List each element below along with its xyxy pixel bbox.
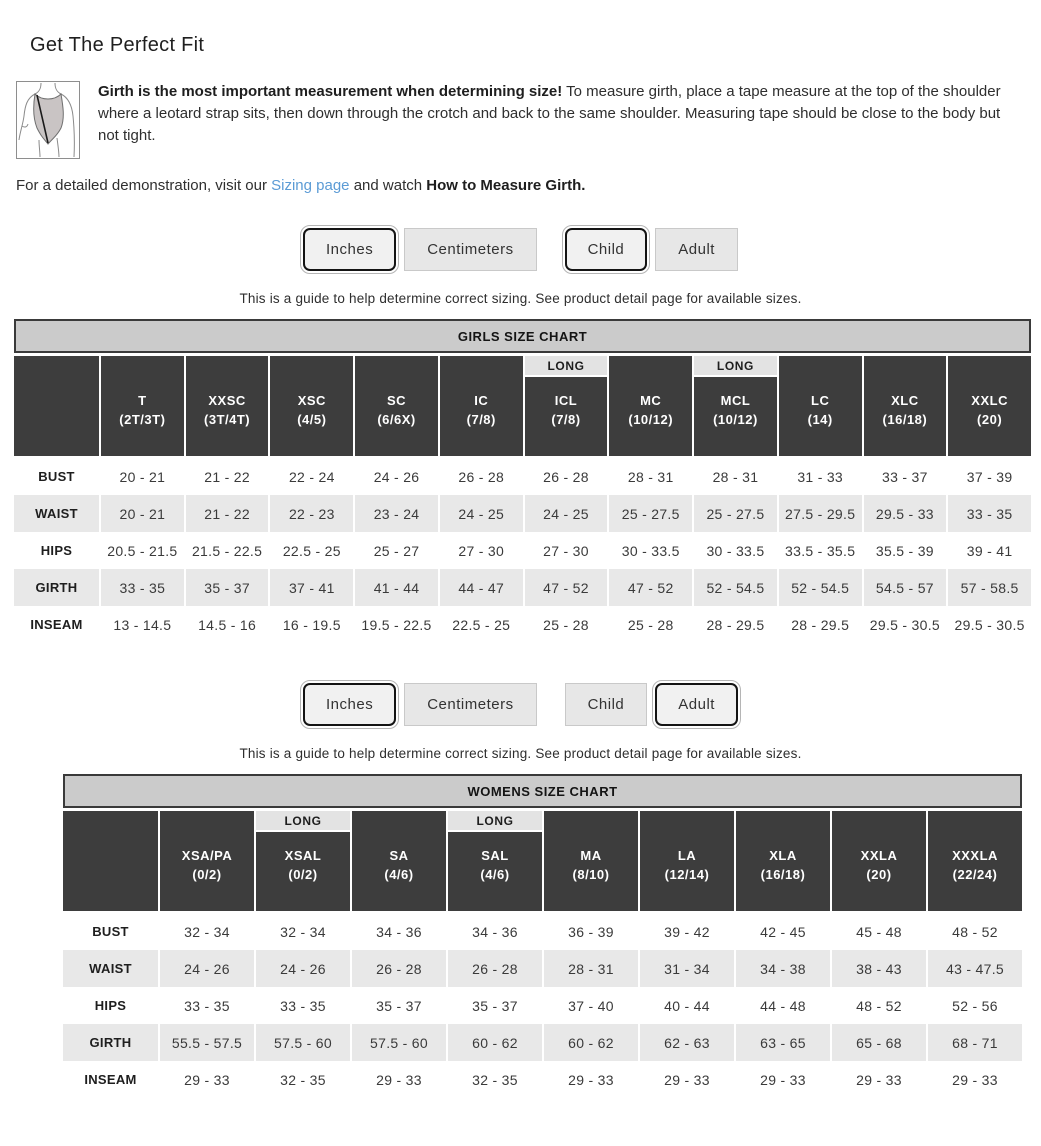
table-header-row bbox=[14, 356, 1031, 456]
size-range-cell: 62 - 63 bbox=[640, 1024, 734, 1061]
size-range-cell: 32 - 35 bbox=[448, 1061, 542, 1098]
demo-prefix: For a detailed demonstration, visit our bbox=[16, 177, 272, 194]
size-range-cell: 39 - 42 bbox=[640, 913, 734, 950]
size-range-cell: 24 - 26 bbox=[256, 950, 350, 987]
size-code-label: XSC (4/5) bbox=[297, 393, 327, 427]
size-column-header bbox=[101, 356, 184, 456]
size-column-header bbox=[525, 356, 608, 456]
table-row bbox=[14, 458, 1031, 495]
size-range-cell: 37 - 39 bbox=[948, 458, 1031, 495]
size-range-cell: 63 - 65 bbox=[736, 1024, 830, 1061]
measurement-row-label: GIRTH bbox=[14, 569, 99, 606]
size-code-label: XSAL (0/2) bbox=[284, 848, 322, 882]
womens-section bbox=[0, 683, 1041, 1098]
girth-intro bbox=[16, 81, 1025, 159]
long-strip-label: LONG bbox=[256, 811, 350, 832]
size-range-cell: 43 - 47.5 bbox=[928, 950, 1022, 987]
size-range-cell: 29 - 33 bbox=[544, 1061, 638, 1098]
table-row bbox=[14, 569, 1031, 606]
size-range-cell: 39 - 41 bbox=[948, 532, 1031, 569]
size-range-cell: 33 - 35 bbox=[160, 987, 254, 1024]
size-range-cell: 48 - 52 bbox=[832, 987, 926, 1024]
size-range-cell: 28 - 31 bbox=[544, 950, 638, 987]
size-range-cell: 34 - 36 bbox=[352, 913, 446, 950]
size-range-cell: 34 - 38 bbox=[736, 950, 830, 987]
child-button[interactable]: Child bbox=[565, 683, 648, 726]
size-range-cell: 42 - 45 bbox=[736, 913, 830, 950]
size-code-label: ICL (7/8) bbox=[551, 393, 581, 427]
size-range-cell: 24 - 26 bbox=[355, 458, 438, 495]
size-column-header bbox=[355, 356, 438, 456]
demo-line bbox=[16, 176, 1025, 196]
size-code-label: XSA/PA (0/2) bbox=[181, 848, 233, 882]
size-range-cell: 22 - 24 bbox=[270, 458, 353, 495]
size-range-cell: 25 - 27.5 bbox=[694, 495, 777, 532]
size-range-cell: 33.5 - 35.5 bbox=[779, 532, 862, 569]
size-range-cell: 25 - 28 bbox=[525, 606, 608, 643]
girth-bold-lead: Girth is the most important measurement when determining size! bbox=[98, 83, 563, 100]
size-range-cell: 25 - 27.5 bbox=[609, 495, 692, 532]
size-column-header bbox=[448, 811, 542, 911]
age-toggle-group bbox=[565, 683, 738, 726]
size-column-header bbox=[544, 811, 638, 911]
size-range-cell: 35.5 - 39 bbox=[864, 532, 947, 569]
size-range-cell: 26 - 28 bbox=[525, 458, 608, 495]
size-range-cell: 33 - 35 bbox=[256, 987, 350, 1024]
size-code-label: SA (4/6) bbox=[384, 848, 414, 882]
size-code-label: LC (14) bbox=[807, 393, 833, 427]
demo-middle: and watch bbox=[349, 177, 427, 194]
inches-button[interactable]: Inches bbox=[303, 683, 396, 726]
size-range-cell: 35 - 37 bbox=[352, 987, 446, 1024]
size-range-cell: 52 - 54.5 bbox=[694, 569, 777, 606]
size-range-cell: 28 - 31 bbox=[694, 458, 777, 495]
centimeters-button[interactable]: Centimeters bbox=[404, 228, 536, 271]
size-range-cell: 32 - 34 bbox=[160, 913, 254, 950]
size-range-cell: 26 - 28 bbox=[440, 458, 523, 495]
table-row bbox=[63, 950, 1022, 987]
measurement-row-label: HIPS bbox=[14, 532, 99, 569]
size-range-cell: 27 - 30 bbox=[440, 532, 523, 569]
measurement-row-label: INSEAM bbox=[14, 606, 99, 643]
size-range-cell: 29.5 - 33 bbox=[864, 495, 947, 532]
size-range-cell: 22.5 - 25 bbox=[270, 532, 353, 569]
size-range-cell: 24 - 25 bbox=[440, 495, 523, 532]
how-to-measure-girth-label: How to Measure Girth. bbox=[426, 177, 586, 194]
size-column-header bbox=[928, 811, 1022, 911]
size-code-label: MA (8/10) bbox=[572, 848, 610, 882]
size-range-cell: 57 - 58.5 bbox=[948, 569, 1031, 606]
girls-size-table bbox=[14, 319, 1031, 643]
size-range-cell: 29 - 33 bbox=[352, 1061, 446, 1098]
size-range-cell: 33 - 35 bbox=[101, 569, 184, 606]
size-range-cell: 60 - 62 bbox=[448, 1024, 542, 1061]
size-range-cell: 29 - 33 bbox=[736, 1061, 830, 1098]
size-column-header bbox=[640, 811, 734, 911]
measurement-row-label: BUST bbox=[63, 913, 158, 950]
girls-section bbox=[0, 228, 1041, 643]
measurement-row-label: WAIST bbox=[14, 495, 99, 532]
size-range-cell: 33 - 37 bbox=[864, 458, 947, 495]
size-range-cell: 52 - 54.5 bbox=[779, 569, 862, 606]
table-header-row bbox=[63, 811, 1022, 911]
size-column-header bbox=[864, 356, 947, 456]
table-row bbox=[63, 913, 1022, 950]
size-range-cell: 21.5 - 22.5 bbox=[186, 532, 269, 569]
adult-button[interactable]: Adult bbox=[655, 228, 738, 271]
size-range-cell: 29 - 33 bbox=[640, 1061, 734, 1098]
size-column-header bbox=[440, 356, 523, 456]
size-range-cell: 22 - 23 bbox=[270, 495, 353, 532]
size-range-cell: 21 - 22 bbox=[186, 458, 269, 495]
size-column-header bbox=[609, 356, 692, 456]
size-range-cell: 37 - 41 bbox=[270, 569, 353, 606]
size-range-cell: 19.5 - 22.5 bbox=[355, 606, 438, 643]
girth-description-text: To measure girth, place a tape measure at the top of the shoulder where a leotard strap sits, then down through the crotch and back to the same shoulder. Measuring tape should be close to the body but not tight. bbox=[98, 83, 1001, 144]
toggle-row bbox=[0, 683, 1041, 726]
size-range-cell: 33 - 35 bbox=[948, 495, 1031, 532]
size-range-cell: 47 - 52 bbox=[609, 569, 692, 606]
size-range-cell: 22.5 - 25 bbox=[440, 606, 523, 643]
size-column-header bbox=[270, 356, 353, 456]
table-row bbox=[14, 532, 1031, 569]
size-code-label: XLC (16/18) bbox=[882, 393, 928, 427]
size-range-cell: 29 - 33 bbox=[928, 1061, 1022, 1098]
size-code-label: MC (10/12) bbox=[628, 393, 674, 427]
table-body bbox=[14, 458, 1031, 643]
size-range-cell: 25 - 27 bbox=[355, 532, 438, 569]
table-row bbox=[14, 495, 1031, 532]
size-range-cell: 32 - 34 bbox=[256, 913, 350, 950]
size-range-cell: 30 - 33.5 bbox=[609, 532, 692, 569]
size-range-cell: 31 - 33 bbox=[779, 458, 862, 495]
size-column-header bbox=[948, 356, 1031, 456]
size-code-label: XXXLA (22/24) bbox=[952, 848, 998, 882]
size-column-header bbox=[736, 811, 830, 911]
womens-size-table bbox=[63, 774, 1022, 1098]
size-range-cell: 48 - 52 bbox=[928, 913, 1022, 950]
size-range-cell: 35 - 37 bbox=[448, 987, 542, 1024]
size-range-cell: 38 - 43 bbox=[832, 950, 926, 987]
child-button[interactable]: Child bbox=[565, 228, 648, 271]
size-range-cell: 29 - 33 bbox=[160, 1061, 254, 1098]
long-strip-label: LONG bbox=[694, 356, 777, 377]
size-column-header bbox=[256, 811, 350, 911]
table-body bbox=[63, 913, 1022, 1098]
size-range-cell: 60 - 62 bbox=[544, 1024, 638, 1061]
size-range-cell: 25 - 28 bbox=[609, 606, 692, 643]
age-toggle-group bbox=[565, 228, 738, 271]
sizing-page-link[interactable]: Sizing page bbox=[271, 177, 350, 194]
size-column-header bbox=[694, 356, 777, 456]
table-row bbox=[63, 1061, 1022, 1098]
toggle-row bbox=[0, 228, 1041, 271]
size-code-label: SAL (4/6) bbox=[480, 848, 510, 882]
size-range-cell: 27.5 - 29.5 bbox=[779, 495, 862, 532]
size-column-header bbox=[186, 356, 269, 456]
size-range-cell: 20 - 21 bbox=[101, 495, 184, 532]
size-range-cell: 24 - 26 bbox=[160, 950, 254, 987]
size-code-label: LA (12/14) bbox=[664, 848, 710, 882]
size-range-cell: 28 - 29.5 bbox=[779, 606, 862, 643]
size-range-cell: 31 - 34 bbox=[640, 950, 734, 987]
centimeters-button[interactable]: Centimeters bbox=[404, 683, 536, 726]
size-range-cell: 68 - 71 bbox=[928, 1024, 1022, 1061]
size-range-cell: 30 - 33.5 bbox=[694, 532, 777, 569]
size-code-label: SC (6/6X) bbox=[377, 393, 416, 427]
size-column-header bbox=[160, 811, 254, 911]
table-title: WOMENS SIZE CHART bbox=[63, 774, 1022, 808]
size-range-cell: 24 - 25 bbox=[525, 495, 608, 532]
table-row bbox=[63, 1024, 1022, 1061]
measurement-row-label: INSEAM bbox=[63, 1061, 158, 1098]
size-code-label: XXLC (20) bbox=[971, 393, 1008, 427]
size-code-label: XLA (16/18) bbox=[760, 848, 806, 882]
leotard-measurement-icon bbox=[16, 81, 80, 159]
size-range-cell: 26 - 28 bbox=[352, 950, 446, 987]
size-range-cell: 47 - 52 bbox=[525, 569, 608, 606]
girth-description bbox=[98, 81, 1025, 147]
size-range-cell: 29.5 - 30.5 bbox=[948, 606, 1031, 643]
units-toggle-group bbox=[303, 683, 537, 726]
size-range-cell: 40 - 44 bbox=[640, 987, 734, 1024]
size-guide-caption: This is a guide to help determine correct sizing. See product detail page for available sizes. bbox=[239, 291, 802, 306]
units-toggle-group bbox=[303, 228, 537, 271]
size-guide-caption: This is a guide to help determine correct sizing. See product detail page for available sizes. bbox=[239, 746, 802, 761]
size-range-cell: 29 - 33 bbox=[832, 1061, 926, 1098]
size-code-label: IC (7/8) bbox=[466, 393, 496, 427]
size-column-header bbox=[352, 811, 446, 911]
size-range-cell: 34 - 36 bbox=[448, 913, 542, 950]
size-range-cell: 44 - 48 bbox=[736, 987, 830, 1024]
size-range-cell: 27 - 30 bbox=[525, 532, 608, 569]
inches-button[interactable]: Inches bbox=[303, 228, 396, 271]
page-title: Get The Perfect Fit bbox=[30, 34, 205, 56]
size-code-label: T (2T/3T) bbox=[119, 393, 166, 427]
size-range-cell: 52 - 56 bbox=[928, 987, 1022, 1024]
long-strip-label: LONG bbox=[525, 356, 608, 377]
size-range-cell: 28 - 31 bbox=[609, 458, 692, 495]
size-code-label: XXSC (3T/4T) bbox=[204, 393, 251, 427]
size-range-cell: 29.5 - 30.5 bbox=[864, 606, 947, 643]
adult-button[interactable]: Adult bbox=[655, 683, 738, 726]
table-row bbox=[14, 606, 1031, 643]
measurement-row-label: GIRTH bbox=[63, 1024, 158, 1061]
size-range-cell: 55.5 - 57.5 bbox=[160, 1024, 254, 1061]
size-range-cell: 57.5 - 60 bbox=[352, 1024, 446, 1061]
size-range-cell: 26 - 28 bbox=[448, 950, 542, 987]
size-range-cell: 54.5 - 57 bbox=[864, 569, 947, 606]
size-range-cell: 35 - 37 bbox=[186, 569, 269, 606]
size-range-cell: 20 - 21 bbox=[101, 458, 184, 495]
size-range-cell: 23 - 24 bbox=[355, 495, 438, 532]
size-range-cell: 41 - 44 bbox=[355, 569, 438, 606]
table-title: GIRLS SIZE CHART bbox=[14, 319, 1031, 353]
size-range-cell: 20.5 - 21.5 bbox=[101, 532, 184, 569]
measurement-row-label: HIPS bbox=[63, 987, 158, 1024]
header-blank-cell bbox=[14, 356, 99, 456]
header-blank-cell bbox=[63, 811, 158, 911]
size-range-cell: 28 - 29.5 bbox=[694, 606, 777, 643]
size-range-cell: 14.5 - 16 bbox=[186, 606, 269, 643]
size-range-cell: 44 - 47 bbox=[440, 569, 523, 606]
size-column-header bbox=[779, 356, 862, 456]
size-range-cell: 65 - 68 bbox=[832, 1024, 926, 1061]
size-code-label: XXLA (20) bbox=[860, 848, 898, 882]
measurement-row-label: BUST bbox=[14, 458, 99, 495]
size-range-cell: 21 - 22 bbox=[186, 495, 269, 532]
size-range-cell: 13 - 14.5 bbox=[101, 606, 184, 643]
size-range-cell: 57.5 - 60 bbox=[256, 1024, 350, 1061]
size-range-cell: 37 - 40 bbox=[544, 987, 638, 1024]
table-row bbox=[63, 987, 1022, 1024]
size-column-header bbox=[832, 811, 926, 911]
measurement-row-label: WAIST bbox=[63, 950, 158, 987]
size-range-cell: 36 - 39 bbox=[544, 913, 638, 950]
size-range-cell: 16 - 19.5 bbox=[270, 606, 353, 643]
size-code-label: MCL (10/12) bbox=[713, 393, 758, 427]
long-strip-label: LONG bbox=[448, 811, 542, 832]
size-range-cell: 45 - 48 bbox=[832, 913, 926, 950]
size-range-cell: 32 - 35 bbox=[256, 1061, 350, 1098]
